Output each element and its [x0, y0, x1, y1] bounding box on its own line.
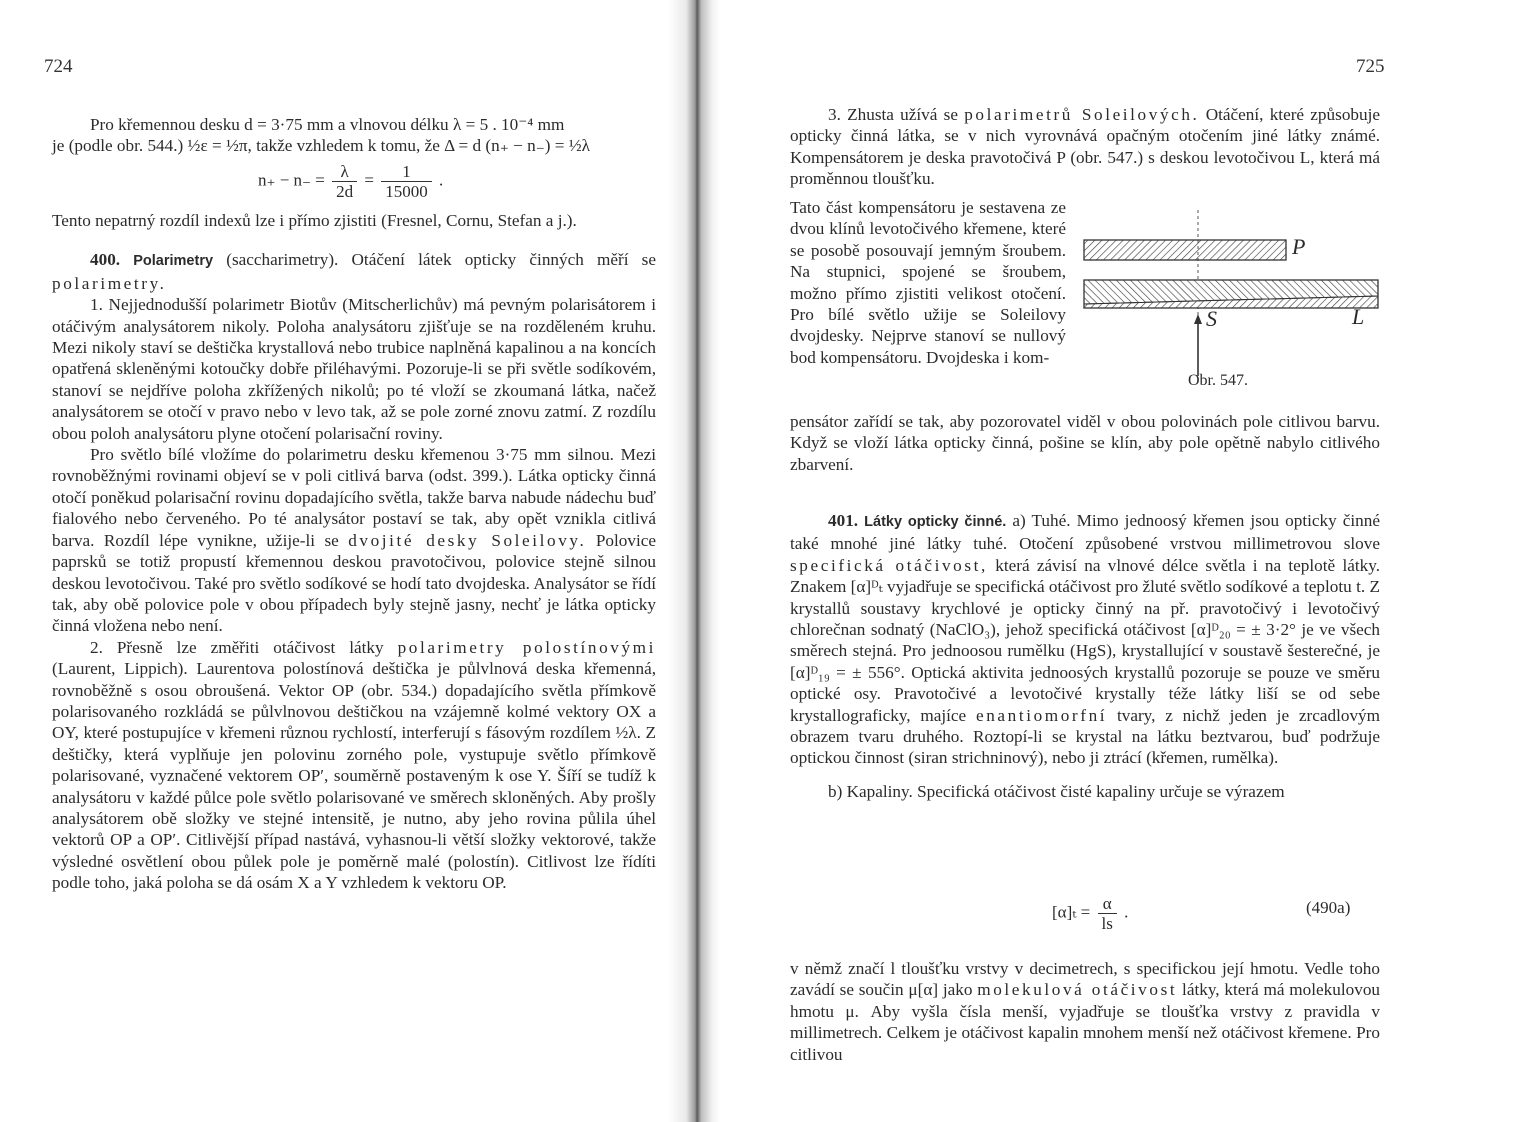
section-400-number: 400. [90, 250, 121, 270]
formula-lhs: n₊ − n₋ = [258, 170, 325, 190]
intro-block [52, 114, 656, 157]
paragraph-white-light [52, 444, 656, 637]
after-formula-block [790, 958, 1380, 1065]
section-401-number: 401. [828, 511, 859, 530]
formula-fraction-2 [381, 162, 432, 201]
section-400-heading [52, 249, 656, 294]
rotation-formula-numerator: α [1102, 894, 1112, 913]
paragraph-soleil-spaced: polarimetrů Soleilových. [964, 105, 1200, 124]
paragraph-compensator-end: pensátor zařídí se tak, aby pozorovatel viděl v obou polovinách pole citlivou barvu. Když se vloží látka opticky činná, pošine se klín, aby pole opětně nabylo citlivého zbarvení. [790, 412, 1380, 474]
paragraph-solid-a: a) Tuhé. Mimo jednoosý křemen jsou opticky činné také mnohé jiné látky tuhé. Otočení způsobené vrstvou millimetrovou slove [790, 511, 1381, 554]
formula-fraction-1-denominator: 2d [332, 181, 357, 201]
paragraph-biot-polarimeter: 1. Nejjednodušší polarimetr Biotův (Mitscherlichův) má pevným polarisátorem i otáčivým analysátorem nikoly. Poloha analysátoru zjišťuje se na rozděleném kruhu. Mezi nikoly staví se deštička krystallová nebo trubice naplněná kapalinou a na koncích opatřená skleněnými kotoučky dobře přiléhavými. Pozoruje-li se při světle sodíkovém, stanoví se nejdříve poloha zkřížených nikolů; po té vloží se zkoumaná látka, načež analysátorem se otočí v pravo nebo v levo tak, až se pole zorné znovu zatmí. Z rozdílu obou poloh analysátoru plyne otočení polarisační roviny. [52, 295, 656, 443]
paragraph-molecular-a: v němž značí l tloušťku vrstvy v decimetrech, s specifickou její hmotu. Vedle toho zavádí se součin μ[α] jako [790, 959, 1380, 1000]
paragraph-molecular-rotation [790, 958, 1380, 1065]
rotation-formula-lhs: [α]ₜ = [1052, 902, 1091, 922]
page-number-left: 724 [44, 56, 73, 77]
paragraph-white-light-spaced: dvojité desky Soleilovy. [348, 530, 587, 550]
paragraph-liquids: b) Kapaliny. Specifická otáčivost čisté kapaliny určuje se výrazem [828, 781, 1285, 801]
formula-fraction-1-numerator: λ [340, 162, 349, 181]
section-401-block [790, 510, 1380, 802]
equation-number: (490a) [1306, 898, 1351, 917]
left-main-text [52, 210, 656, 894]
section-400-spaced-term: polarimetry. [52, 273, 167, 293]
paragraph-solid-c: tvary, z nichž jeden je zrcadlovým obrazem tvaru druhého. Roztopí-li se krystal na látku beztvarou, buď podržuje optickou činnost (siran strichninový), nebo ji ztrácí (křemen, rumělka). [790, 705, 1380, 768]
formula-equals: = [364, 170, 374, 190]
paragraph-solid-spaced: specifická otáčivost, [790, 555, 988, 575]
paragraph-solid-substances [790, 510, 1380, 769]
paragraph-molecular-b: látky, která má molekulovou hmotu μ. Aby vyšla čísla menší, vyjadřuje se tloušťka vrstvy z pravidla v millimetrech. Celkem je otáčivost kapalin mnohem menší než otáčivost křemene. Pro citlivou [790, 980, 1381, 1064]
figure-label-p: P [1292, 234, 1306, 259]
formula-fraction-1 [332, 162, 357, 201]
paragraph-white-light-b: Polovice paprsků se totiž propustí křemennou deskou pravotočivou, polovice stejně silnou deskou levotočivou. Také pro světlo sodíkové se hodí tato dvojdeska. Analysátor se řídí tak, aby obě polovice pole v obou případech byly stejně jasny, nechť je látka opticky činná vložena nebo není. [52, 530, 656, 636]
section-400-line2-a: měří se [597, 250, 656, 270]
specific-rotation-formula [1052, 894, 1128, 933]
paragraph-soleil [790, 104, 1380, 190]
formula-fraction-2-denominator: 15000 [381, 181, 432, 201]
section-400-line1-rest: (saccharimetry). Otáčení látek opticky činných [226, 250, 584, 270]
paragraph-solid-b: která závisí na vlnové délce světla i na teplotě látky. Znakem [α]ᴰₜ vyjadřuje se specifická otáčivost pro žluté světlo sodíkové a teplotu t. Z krystallů soustavy krychlové je opticky činný na př. pravotočivý i levotočivý chlorečnan sodnatý (NaClO₃), jehož specifická otáčivost [α]ᴰ₂₀ = ± 3·2° je ve všech směrech stejná. Pro jednoosou rumělku (HgS), krystallující v soustavě šesterečné, je [α]ᴰ₁₉ = ± 556°. Optická aktivita jednoosých krystallů pozoruje se pouze ve směru optické osy. Pravotočivé a levotočivé krystally téže látky liší se od sebe krystallograficky, majíce [790, 555, 1380, 725]
paragraph-half-shade [52, 637, 656, 894]
intro-line-2: je (podle obr. 544.) ½ε = ½π, takže vzhledem k tomu, že Δ = d (n₊ − n₋) = ½λ [52, 136, 591, 156]
rotation-formula-fraction [1098, 894, 1117, 933]
paragraph-half-shade-b: (Laurent, Lippich). Laurentova polostínová deštička je půlvlnová deska křemenná, rovnoběžně s osou obroušená. Vektor OP (obr. 534.) dopadajícího světla přímkově polarisovaného rozkládá se půlvlnovou deštičkou na vzájemně kolmé vektory OX a OY, které postupujíce v křemeni různou rychlostí, interferují s fásovým rozdílem ½λ. Z deštičky, která vyplňuje jen polovinu zorného pole, vystupuje světlo přímkově polarisované, vyznačené vektorem OP′, souměrně postaveným k ose Y. Šíří se tudíž k analysátoru v každé půlce pole světlo polarisované ve směrech skloněných. Aby prošly analysátorem obě složky ve stejné intensitě, je nutno, aby jeho rovina půlila úhel vektorů OP a OP′. Citlivější případ nastává, vyhasnou-li větší složky vektorové, takže výsledné osvětlení obou půlek pole je poměrně malé (polostín). Citlivost lze řídíti podle toho, jaká poloha se dá osám X a Y vzhledem k vektoru OP. [52, 659, 656, 893]
left-page [0, 0, 690, 1122]
paragraph-soleil-a: 3. Zhusta užívá se [828, 105, 958, 124]
section-401-title: Látky opticky činné. [864, 514, 1007, 530]
paragraph-molecular-spaced: molekulová otáčivost [977, 980, 1178, 1000]
soleil-paragraph-top [790, 104, 1380, 190]
figure-label-s: S [1206, 306, 1217, 331]
paragraph-soleil-b: Otáčení, které způsobuje opticky činná látka, se v nich vyrovnává opačným otočením jiné látky známé. Kompensátorem je deska pravotočivá P (obr. 547.) s deskou levotočivou L, která má proměnnou tloušťku. [790, 105, 1380, 189]
right-page [720, 0, 1518, 1122]
section-400-title: Polarimetry [133, 253, 214, 270]
fresnel-line: Tento nepatrný rozdíl indexů lze i přímo zjistiti (Fresnel, Cornu, Stefan a j.). [52, 211, 577, 230]
formula-fraction-2-numerator: 1 [402, 162, 411, 181]
paragraph-compensator: Tato část kompensátoru je sestavena ze dvou klínů levotočivého křemene, které se posobě posouvají jemným šroubem. Na stupnici, spojené se šroubem, možno přímo zjistiti velikost otočení. Pro bílé světlo užije se Soleilovy dvojdesky. Nejprve stanoví se nullový bod kompensátoru. Dvojdeska i kom- [790, 198, 1066, 367]
intro-line-1: Pro křemennou desku d = 3·75 mm a vlnovou délku λ = 5 . 10⁻⁴ mm [90, 115, 565, 134]
figure-label-l: L [1352, 304, 1365, 329]
figure-547-compensator [1078, 200, 1388, 390]
soleil-narrow-text [790, 197, 1066, 368]
rotation-formula-period: . [1124, 902, 1129, 922]
index-difference-formula [258, 162, 443, 201]
paragraph-solid-spaced-2: enantiomorfní [975, 705, 1108, 725]
formula-period: . [438, 170, 444, 190]
figure-caption: Obr. 547. [1188, 372, 1248, 389]
paragraph-half-shade-a: 2. Přesně lze změřiti otáčivost látky [90, 637, 384, 657]
page-number-right: 725 [1356, 56, 1385, 77]
rotation-formula-denominator: ls [1098, 913, 1117, 933]
paragraph-half-shade-spaced: polarimetry polostínovými [397, 637, 657, 657]
paragraph-white-light-a: Pro světlo bílé vložíme do polarimetru desku křemenou 3·75 mm silnou. Mezi rovnoběžnými rovinami objeví se v poli citlivá barva (odst. 399.). Látka opticky činná otočí poněkud polarisační rovinu dopadajícího světla, takže barva nabude nádechu buď fialového nebo červeného. Po té analysátor postaví se tak, aby opět vznikla citlivá barva. Rozdíl lépe vynikne, užije-li se [52, 445, 656, 550]
soleil-paragraph-bottom [790, 411, 1380, 475]
